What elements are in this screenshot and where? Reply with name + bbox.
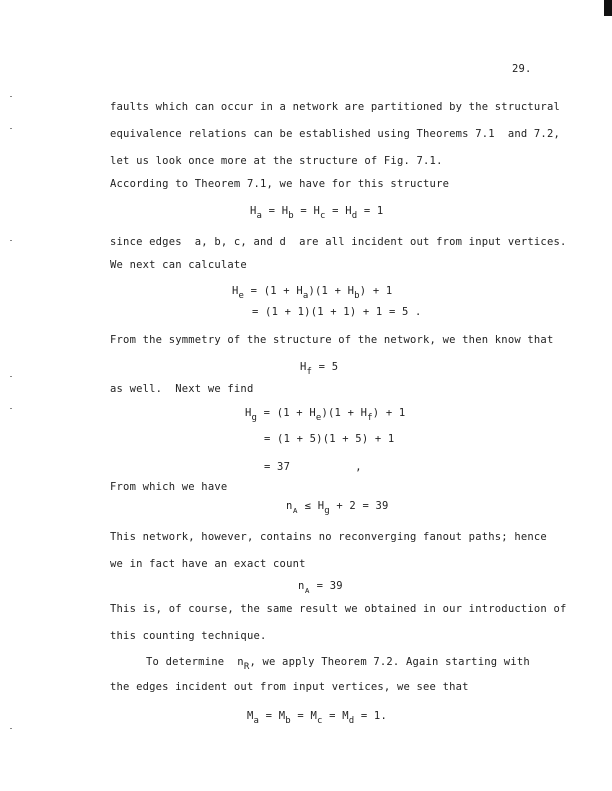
equation-hg: Hg = (1 + He)(1 + Hf) + 1 xyxy=(245,407,406,423)
text-line: faults which can occur in a network are partitioned by the structural xyxy=(110,101,560,113)
equation-hf: Hf = 5 xyxy=(300,361,339,377)
scan-speck xyxy=(10,408,12,409)
text-line: From which we have xyxy=(110,481,228,493)
text-line: let us look once more at the structure of Fig. 7.1. xyxy=(110,155,443,167)
text-line: From the symmetry of the structure of the network, we then know that xyxy=(110,334,554,346)
text-line: as well. Next we find xyxy=(110,383,254,395)
scan-speck xyxy=(10,240,12,241)
equation-n-exact: nᴀ = 39 xyxy=(298,580,343,596)
scan-speck xyxy=(10,96,12,97)
equation-m-inputs: Ma = Mb = Mc = Md = 1. xyxy=(247,710,387,726)
text-line: equivalence relations can be established using Theorems 7.1 and 7.2, xyxy=(110,128,560,140)
equation-n-bound: nᴀ ≤ Hg + 2 = 39 xyxy=(286,500,389,516)
equation-he: He = (1 + Ha)(1 + Hb) + 1 xyxy=(232,285,393,301)
text-line: since edges a, b, c, and d are all incident out from input vertices. xyxy=(110,236,567,248)
scan-speck xyxy=(10,728,12,729)
equation-he-result: = (1 + 1)(1 + 1) + 1 = 5 . xyxy=(252,306,422,318)
equation-hg-step: = (1 + 5)(1 + 5) + 1 xyxy=(264,433,395,445)
text-line: This is, of course, the same result we obtained in our introduction of xyxy=(110,603,567,615)
scan-speck xyxy=(10,376,12,377)
scan-speck xyxy=(10,128,12,129)
text-line: According to Theorem 7.1, we have for this structure xyxy=(110,178,450,190)
equation-hg-result: = 37 , xyxy=(264,461,362,473)
text-line: We next can calculate xyxy=(110,259,247,271)
equation-h-inputs: Ha = Hb = Hc = Hd = 1 xyxy=(250,205,384,221)
text-line: This network, however, contains no reconverging fanout paths; hence xyxy=(110,531,547,543)
text-line: the edges incident out from input vertices, we see that xyxy=(110,681,469,693)
scan-corner-mark xyxy=(604,0,612,16)
text-line: we in fact have an exact count xyxy=(110,558,306,570)
text-line: To determine nR, we apply Theorem 7.2. Again starting with xyxy=(146,656,530,672)
text-line: this counting technique. xyxy=(110,630,267,642)
page-number: 29. xyxy=(512,63,532,75)
